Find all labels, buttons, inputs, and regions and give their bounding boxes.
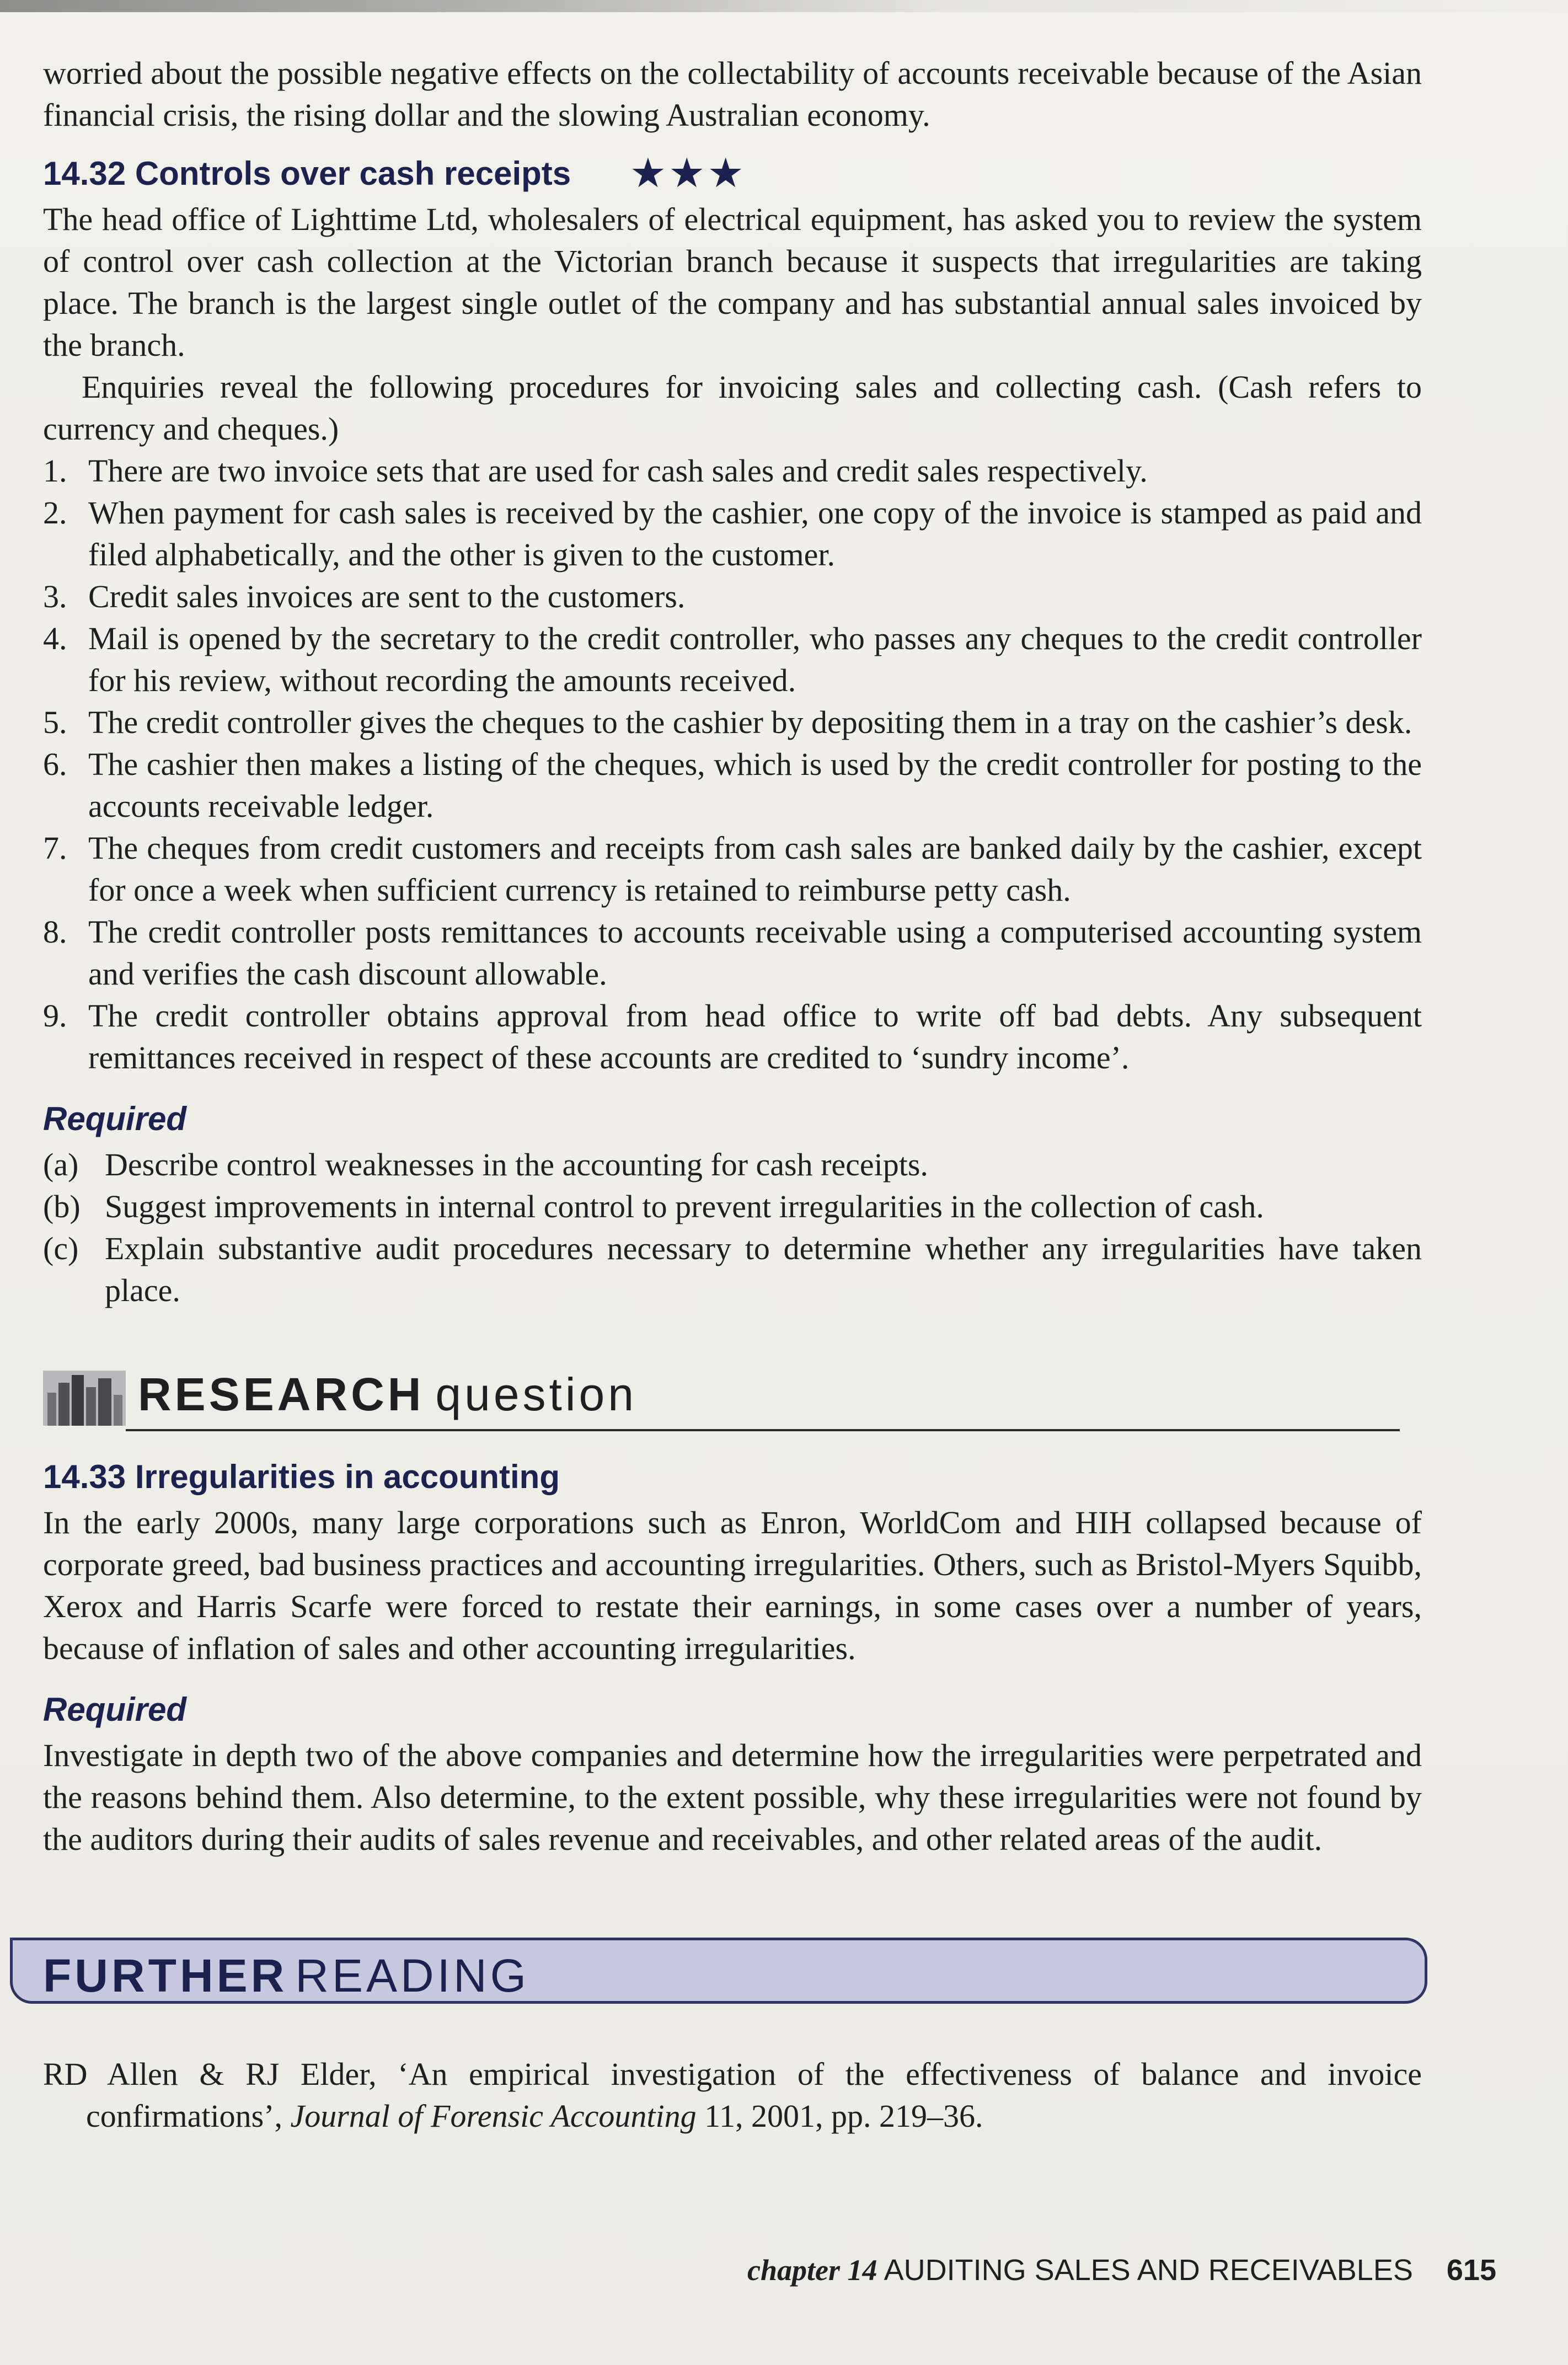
chapter-label: chapter 14	[747, 2254, 877, 2287]
exercise-number: 14.32	[43, 155, 126, 192]
item-number: 4.	[43, 620, 67, 656]
page-number: 615	[1446, 2254, 1496, 2287]
list-item	[43, 618, 1422, 702]
task-text: Suggest improvements in internal control to prevent irregularities in the collection of cash.	[105, 1189, 1264, 1224]
page-content	[43, 52, 1422, 2137]
city-skyline-icon	[43, 1371, 126, 1426]
list-item	[43, 911, 1422, 995]
item-text: The credit controller gives the cheques to the cashier by depositing them in a tray on the cashier’s desk.	[88, 704, 1412, 740]
reference-details: 11, 2001, pp. 219–36.	[704, 2098, 983, 2134]
page-edge-shadow	[0, 0, 1568, 12]
research-title	[138, 1364, 637, 1425]
required-heading-1433: Required	[43, 1691, 187, 1728]
list-item	[43, 492, 1422, 576]
further-title-rest: READING	[295, 1950, 530, 2002]
research-title-bold: RESEARCH	[138, 1368, 425, 1420]
item-number: 3.	[43, 579, 67, 614]
item-text: There are two invoice sets that are used for cash sales and credit sales respectively.	[88, 453, 1148, 489]
item-number: 1.	[43, 453, 67, 489]
item-number: 2.	[43, 495, 67, 531]
item-text: The cashier then makes a listing of the cheques, which is used by the credit controller for posting to the accounts receivable ledger.	[88, 746, 1422, 824]
exercise-heading	[43, 148, 1422, 199]
list-item	[43, 450, 1422, 492]
item-text: When payment for cash sales is received by the cashier, one copy of the invoice is stamped as paid and filed alphabetically, and the other is given to the customer.	[88, 495, 1422, 572]
enquiries-paragraph: Enquiries reveal the following procedures for invoicing sales and collecting cash. (Cash refers to currency and cheques.)	[43, 369, 1422, 447]
item-text: The credit controller posts remittances to accounts receivable using a computerised accounting system and verifies the cash discount allowable.	[88, 914, 1422, 992]
exercise-title: Controls over cash receipts	[135, 155, 571, 192]
item-text: The cheques from credit customers and receipts from cash sales are banked daily by the cashier, except for once a week when sufficient currency is retained to reimburse petty cash.	[88, 830, 1422, 908]
task-list	[43, 1144, 1422, 1312]
research-title-rest: question	[435, 1368, 637, 1420]
procedure-list	[43, 450, 1422, 1079]
item-number: 9.	[43, 998, 67, 1034]
list-item	[43, 743, 1422, 827]
list-item	[43, 576, 1422, 618]
task-text: Explain substantive audit procedures necessary to determine whether any irregularities have taken place.	[105, 1230, 1422, 1308]
task-label: (c)	[43, 1230, 79, 1266]
list-item	[43, 702, 1422, 743]
research-question-banner	[43, 1364, 1422, 1430]
list-item	[43, 1144, 1422, 1186]
intro-paragraph: worried about the possible negative effects on the collectability of accounts receivable because of the Asian financial crisis, the rising dollar and the slowing Australian economy.	[43, 55, 1422, 133]
item-text: The credit controller obtains approval from head office to write off bad debts. Any subsequent remittances received in respect of these accounts are credited to ‘sundry income’.	[88, 998, 1422, 1076]
task-text: Describe control weaknesses in the accounting for cash receipts.	[105, 1147, 928, 1182]
item-text: Credit sales invoices are sent to the customers.	[88, 579, 686, 614]
list-item	[43, 1186, 1422, 1228]
page-footer	[747, 2253, 1496, 2287]
item-number: 6.	[43, 746, 67, 782]
exercise-heading-1433	[43, 1452, 1422, 1502]
exercise-number: 14.33	[43, 1458, 126, 1495]
item-number: 7.	[43, 830, 67, 866]
list-item	[43, 995, 1422, 1079]
task-label: (b)	[43, 1189, 81, 1224]
list-item	[43, 1228, 1422, 1312]
item-number: 8.	[43, 914, 67, 950]
exercise-title: Irregularities in accounting	[135, 1458, 560, 1495]
reference-journal: Journal of Forensic Accounting	[290, 2098, 697, 2134]
case-paragraph: The head office of Lighttime Ltd, wholesalers of electrical equipment, has asked you to review the system of control over cash collection at the Victorian branch because it suspects that irregularities are taking place. The branch is the largest single outlet of the company and has substantial annual sales invoiced by the branch.	[43, 201, 1422, 363]
reference-entry	[43, 2053, 1422, 2137]
irregularities-paragraph: In the early 2000s, many large corporations such as Enron, WorldCom and HIH collapsed because of corporate greed, bad business practices and accounting irregularities. Others, such as Bristol-Myers Squibb, Xerox and Harris Scarfe were forced to restate their earnings, in some cases over a number of years, because of inflation of sales and other accounting irregularities.	[43, 1505, 1422, 1666]
required-heading: Required	[43, 1100, 187, 1137]
further-reading-title	[43, 1945, 529, 2006]
item-text: Mail is opened by the secretary to the credit controller, who passes any cheques to the credit controller for his review, without recording the amounts received.	[88, 620, 1422, 698]
task-label: (a)	[43, 1147, 79, 1182]
further-reading-banner	[43, 1938, 1422, 2020]
research-divider	[126, 1429, 1400, 1431]
chapter-title: AUDITING SALES AND RECEIVABLES	[884, 2254, 1413, 2287]
item-number: 5.	[43, 704, 67, 740]
required-text: Investigate in depth two of the above companies and determine how the irregularities were perpetrated and the reasons behind them. Also determine, to the extent possible, why these irregularities were not found by the auditors during their audits of sales revenue and receivables, and other related areas of the audit.	[43, 1737, 1422, 1857]
further-title-bold: FURTHER	[43, 1950, 288, 2002]
reference-text: RD Allen & RJ Elder, ‘An empirical investigation of the effectiveness of balance and invoice confirmations’,	[43, 2056, 1422, 2134]
list-item	[43, 827, 1422, 911]
difficulty-stars-icon: ★★★	[629, 150, 746, 196]
